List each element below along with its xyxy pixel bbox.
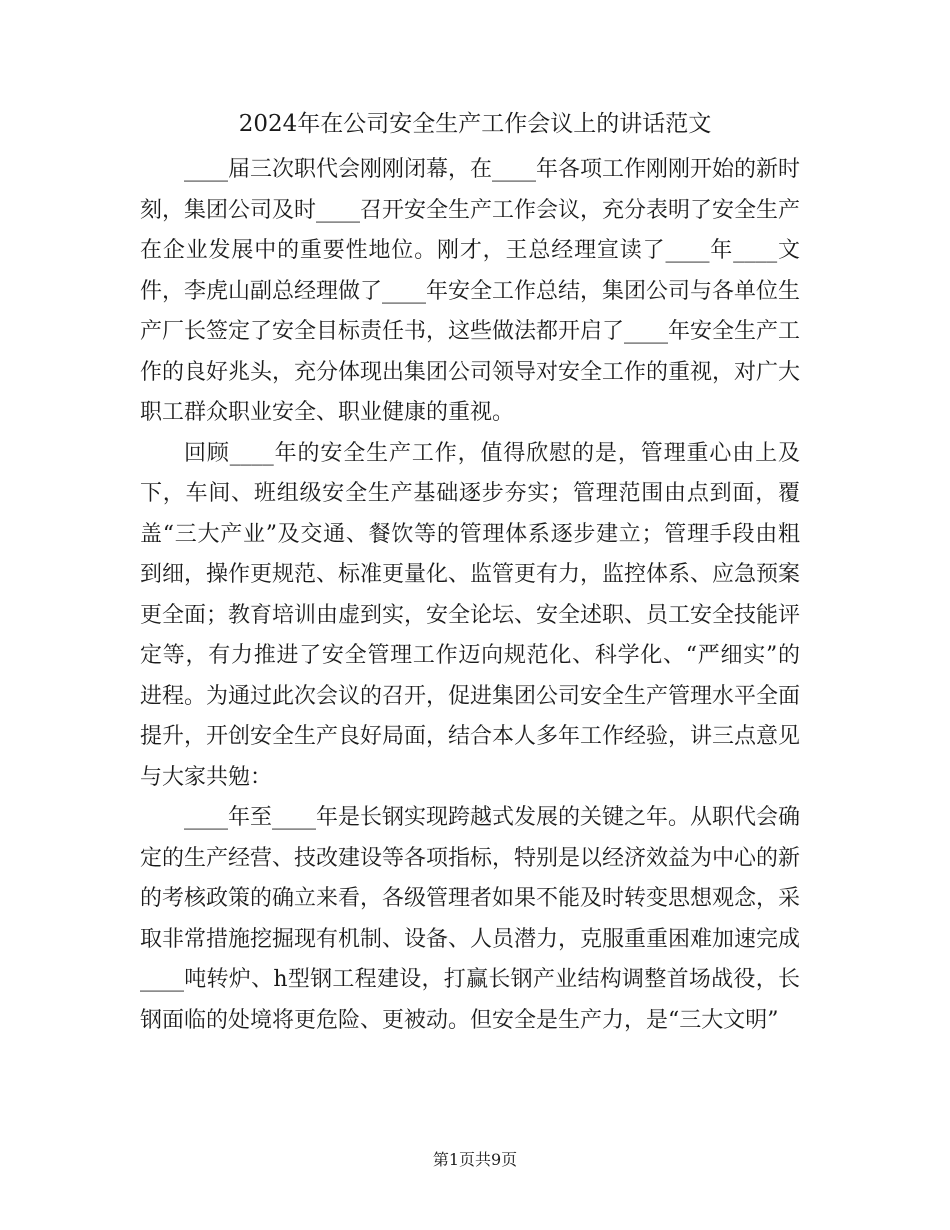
page-number-footer: 第1页共9页 bbox=[432, 1150, 518, 1169]
document-title: 2024年在公司安全生产工作会议上的讲话范文 bbox=[238, 111, 712, 137]
document-body bbox=[140, 150, 800, 1041]
paragraph-1: ____届三次职代会刚刚闭幕，在____年各项工作刚刚开始的新时刻，集团公司及时____召开安全生产工作会议，充分表明了安全生产在企业发展中的重要性地位。刚才，王总经理宣读了____年____文件，李虎山副总经理做了____年安全工作总结，集团公司与各单位生产厂长签定了安全目标责任书，这些做法都开启了____年安全生产工作的良好兆头，充分体现出集团公司领导对安全工作的重视，对广大职工群众职业安全、职业健康的重视。 bbox=[140, 157, 801, 425]
paragraph-2: 回顾____年的安全生产工作，值得欣慰的是，管理重心由上及下，车间、班组级安全生产基础逐步夯实；管理范围由点到面，覆盖“三大产业”及交通、餐饮等的管理体系逐步建立；管理手段由粗到细，操作更规范、标准更量化、监管更有力，监控体系、应急预案更全面；教育培训由虚到实，安全论坛、安全述职、员工安全技能评定等，有力推进了安全管理工作迈向规范化、科学化、“严细实”的进程。为通过此次会议的召开，促进集团公司安全生产管理水平全面提升，开创安全生产良好局面，结合本人多年工作经验，讲三点意见与大家共勉： bbox=[140, 440, 801, 790]
paragraph-3: ____年至____年是长钢实现跨越式发展的关键之年。从职代会确定的生产经营、技改建设等各项指标，特别是以经济效益为中心的新的考核政策的确立来看，各级管理者如果不能及时转变思想观念，采取非常措施挖掘现有机制、设备、人员潜力，克服重重困难加速完成____吨转炉、h型钢工程建设，打赢长钢产业结构调整首场战役，长钢面临的处境将更危险、更被动。但安全是生产力，是“三大文明” bbox=[140, 805, 801, 1033]
